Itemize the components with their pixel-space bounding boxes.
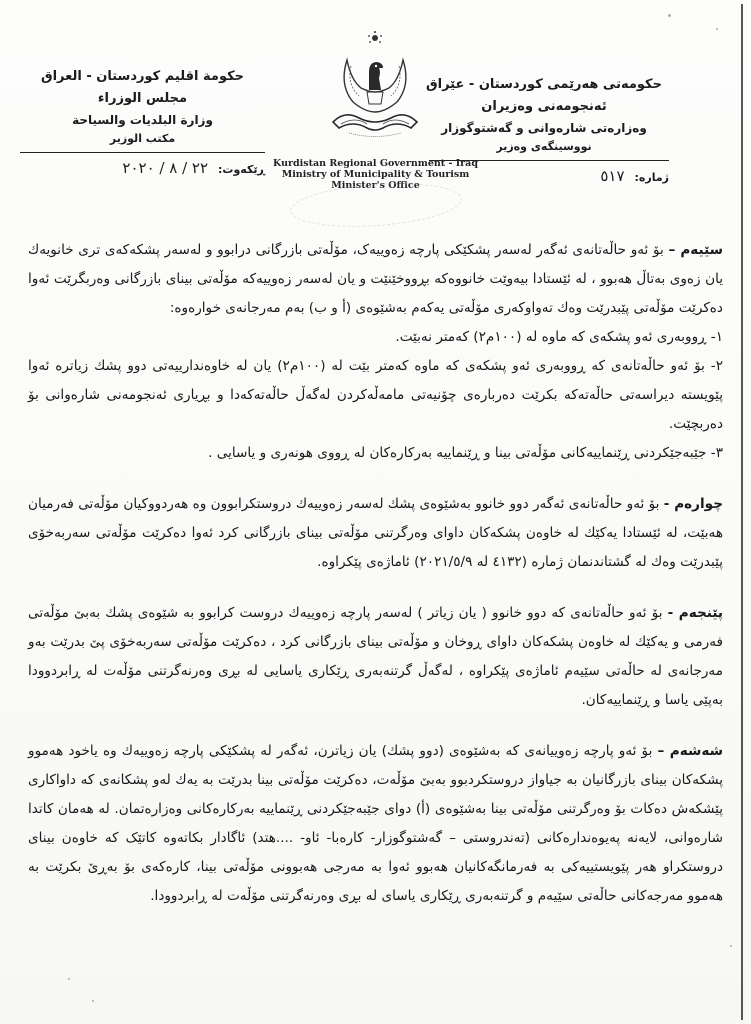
kurdish-office-name: نووسینگەی وەزیر [496, 140, 592, 153]
section-sixth-text: بۆ ئەو پارچە زەوییانەی کە بەشێوەی (دوو پشك) یان زیاترن، ئەگەر لە پشکێکی پارچە زەوییەك وە یاخود هەموو پشکەکان بینای بازرگانیان بە جیاواز دروستکردبوو بەبێ مۆڵەت، دەکرێت مۆڵەتی بینا بدرێت بە یەك لەو پشکانەی کە داواکاری پێشکەش دەکات بۆ وەرگرتنی مۆڵەتی بینا بەشێوەی (أ) دوای جێبەجێکردنی ڕێنماییە بەرکارەکانی وەزارەتمان. لە هەمان کاتدا شارەوانی، لایەنە پەیوەندارەکانی (تەندروستی – گەشتوگوزار- کارەبا- ئاو- ....هتد) ئاگادار بکاتەوە کاتێک کە خاوەن بینای دروستکراو هەر پێویستییەکی بە فەرمانگەکانیان هەبوو ئەوا بە مەرجی هەبوونی مۆڵەتی بینا، کارەکەی بۆ بەڕێ بکرێت بە هەموو مەرجەکانی حاڵەتی سێیەم و گرتنەبەری ڕێکاری یاسای لە بڕی وەرنەگرتنی مۆڵەت لە ڕابردوودا. [28, 743, 723, 904]
scan-speck [730, 945, 732, 947]
scan-speck [92, 1000, 94, 1002]
section-fourth-heading: چوارەم - [663, 496, 723, 512]
reference-number-label: ژمارە: [634, 171, 669, 184]
english-ministry-name: Ministry of Municipality & Tourism [281, 169, 470, 180]
english-office-name: Minister's Office [331, 180, 420, 191]
scan-speck [716, 28, 718, 30]
date-value: ٢٢ / ٨ / ٢٠٢٠ [122, 159, 209, 177]
section-third [28, 236, 723, 323]
section-fifth-heading: پێنجەم - [667, 605, 723, 621]
condition-item-3: ٣- جێبەجێکردنی ڕێنماییەکانی مۆڵەتی بینا و ڕێنماییە بەرکارەکان لە ڕووی هونەری و یاسایی . [208, 445, 723, 461]
arabic-council-name: مجلس الوزراء [97, 91, 188, 106]
section-third-text: بۆ ئەو حاڵەتانەی ئەگەر لەسەر پشکێکی پارچە زەوییەک، مۆڵەتی بازرگانی درابوو و لەسەر پشکەکەی تری خانویەك یان زەوی بەتاڵ هەبوو ، لە ئێستادا بیەوێت خانووەکە بڕووخێنێت و یان لەسەر زەوییەکە مۆڵەتی بینای بازرگانی وەربگرێت ئەوا دەکرێت مۆڵەتی پێبدرێت وەك تەواوکەری مۆڵەتی یەکەم بەشێوەی (أ و ب) بەم مەرجانەی خوارەوە: [28, 242, 723, 316]
english-government-name: Kurdistan Regional Government - Iraq [273, 158, 478, 169]
scan-speck [668, 14, 671, 17]
condition-item-2: ٢- بۆ ئەو حاڵەتانەی کە ڕووبەری ئەو پشکەی کە ماوە کەمتر بێت لە (١٠٠م٢) یان لە خاوەندارییەتی دوو پشك زیاترە ئەوا پێویستە دیراسەتی حاڵەتەکە بکرێت دەربارەی چۆنیەتی مامەڵەکردن لەگەڵ حاڵەتەکەدا و بڕیاری ئەنجومەنی شارەوانی بۆ دەربچێت. [28, 358, 724, 432]
section-fifth-text: بۆ ئەو حاڵەتانەی کە دوو خانوو ( یان زیاتر ) لەسەر پارچە زەوییەك دروست کرابوو بە شێوەی پشك بەبێ مۆڵەتی فەرمی و یەکێك لە خاوەن پشکەکان داوای ڕوخان و مۆڵەتی بینای بازرگانی کرد ، دەکرێت مۆڵەتی سەربەخۆی پێ بدرێت بەو مەرجانەی لە حاڵەتی سێیەم ئاماژەی پێکراوە ، لەگەڵ گرتنەبەری ڕێکاری یاسایی لە بڕی وەرنەگرتنی مۆڵەت لە ڕابردوودا بەپێی یاسا و ڕێنماییەکان. [28, 605, 723, 708]
kurdish-government-name: حکومەتی هەرێمی کوردستان - عێراق [426, 77, 662, 92]
reference-number-value: ٥١٧ [600, 167, 625, 185]
page-border-line [741, 4, 743, 1020]
header-divider-left [20, 152, 265, 153]
section-fourth [28, 490, 723, 577]
section-sixth-heading: شەشەم – [657, 743, 723, 759]
header-arabic [20, 66, 265, 177]
section-sixth [28, 737, 723, 911]
section-fifth [28, 599, 723, 715]
arabic-government-name: حكومة اقليم كوردستان - العراق [40, 69, 245, 84]
section-fourth-text: بۆ ئەو حاڵەتانەی ئەگەر دوو خانوو بەشێوەی پشك لەسەر زەوییەك دروستکرابوون وە هەردووکیان مۆڵەتی فەرمیان هەبێت، لە ئێستادا یەکێك لە خاوەن پشکەکان داوای وەرگرتنی مۆڵەتی بینای بازرگانی کرد ئەوا دەکرێت مۆڵەتی سەربەخۆی پێبدرێت وەك لە گشتاندنمان ژمارە (٤١٣٢ لە ٢٠٢١/٥/٩) ئاماژەی پێکراوە. [28, 496, 723, 570]
kurdish-ministry-name: وەزارەتی شارەوانی و گەشتوگوزار [441, 121, 647, 135]
scan-speck [68, 978, 70, 980]
letter-body [28, 236, 723, 911]
section-third-heading: سێیەم – [668, 242, 723, 258]
arabic-ministry-name: وزارة البلديات والسياحة [72, 113, 213, 127]
kurdish-council-name: ئەنجومەنی وەزیران [481, 99, 607, 114]
condition-item-1: ١- ڕووبەری ئەو پشکەی کە ماوە لە (١٠٠م٢) کەمتر نەبێت. [395, 329, 723, 345]
date-label: ڕێکەوت: [218, 163, 265, 176]
date-row [20, 159, 265, 177]
krg-emblem-icon [325, 30, 425, 140]
arabic-office-name: مكتب الوزير [109, 132, 176, 145]
